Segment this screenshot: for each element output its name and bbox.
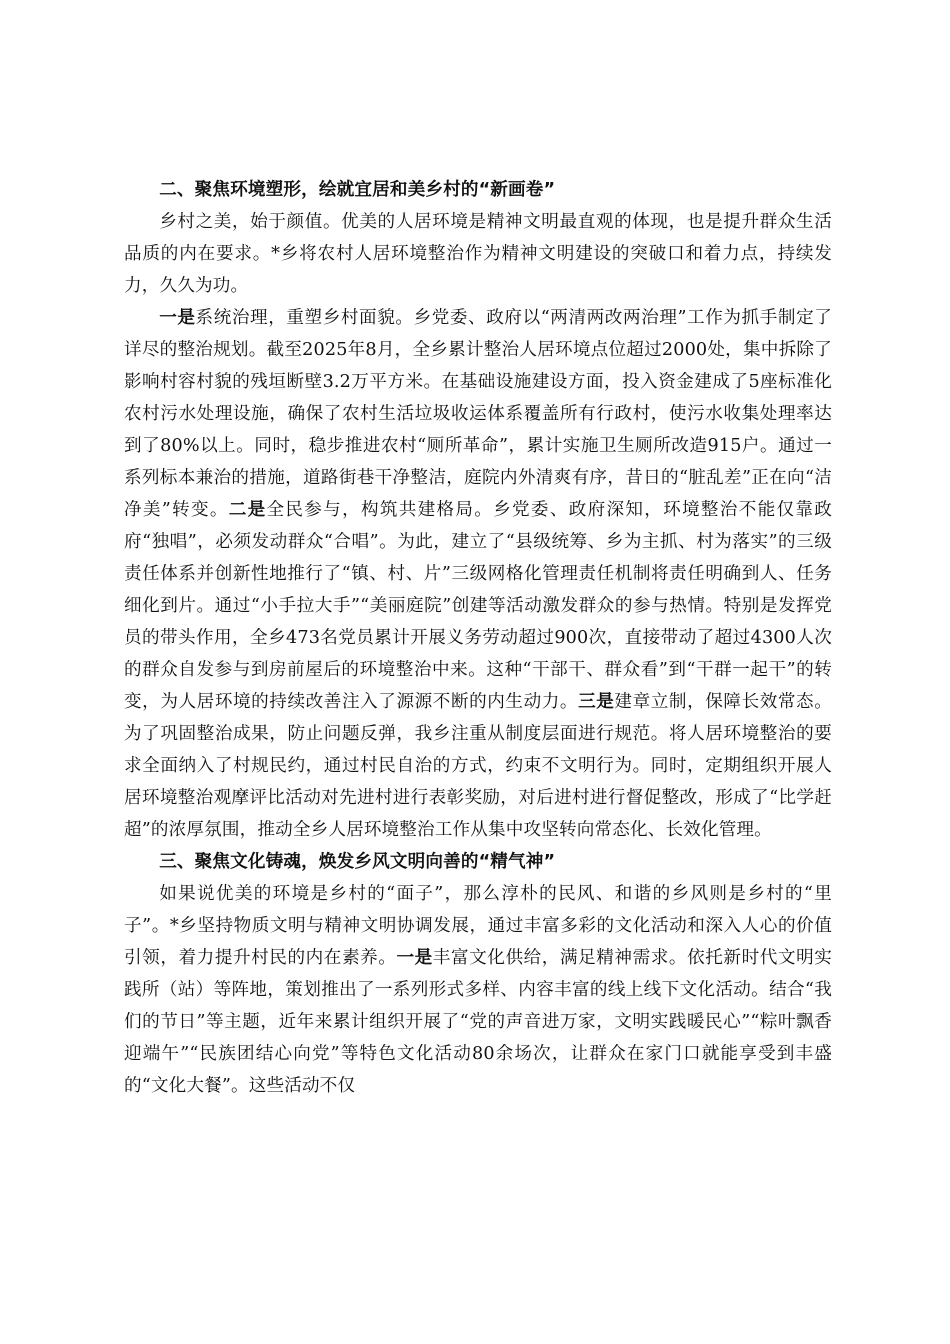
lead-phrase-3: 三是 xyxy=(578,692,615,712)
section-3-body-paragraph xyxy=(124,878,832,1102)
paragraph-text: 建章立制，保障长效常态。为了巩固整治成果，防止问题反弹，我乡注重从制度层面进行规范。将人居环境整治的要求全面纳入了村规民约，通过村民自治的方式，约束不文明行为。同时，定期组织开展人居环境整治观摩评比活动对先进村进行表彰奖励，对后进村进行督促整改，形成了“比学赶超”的浓厚氛围，推动全乡人居环境整治工作从集中攻坚转向常态化、长效化管理。 xyxy=(124,692,832,840)
paragraph-text: 丰富文化供给，满足精神需求。依托新时代文明实践所（站）等阵地，策划推出了一系列形式多样、内容丰富的线上线下文化活动。结合“我们的节日”等主题，近年来累计组织开展了“党的声音进万家，文明实践暖民心”“粽叶飘香迎端午”“民族团结心向党”等特色文化活动80余场次，让群众在家门口就能享受到丰盛的“文化大餐”。这些活动不仅 xyxy=(124,948,832,1096)
document-body xyxy=(124,174,832,1102)
lead-phrase-1: 一是 xyxy=(159,308,196,328)
paragraph-text: 全民参与，构筑共建格局。乡党委、政府深知，环境整治不能仅靠政府“独唱”，必须发动群众“合唱”。为此，建立了“县级统筹、乡为主抓、村为落实”的三级责任体系并创新性地推行了“镇、村、片”三级网格化管理责任机制将责任明确到人、任务细化到片。通过“小手拉大手”“美丽庭院”创建等活动激发群众的参与热情。特别是发挥党员的带头作用，全乡473名党员累计开展义务劳动超过900次，直接带动了超过4300人次的群众自发参与到房前屋后的环境整治中来。这种“干部干、群众看”到“干群一起干”的转变，为人居环境的持续改善注入了源源不断的内生动力。 xyxy=(124,500,832,712)
paragraph-text: 系统治理，重塑乡村面貌。乡党委、政府以“两清两改两治理”工作为抓手制定了详尽的整治规划。截至2025年8月，全乡累计整治人居环境点位超过2000处，集中拆除了影响村容村貌的残垣断壁3.2万平方米。在基础设施建设方面，投入资金建成了5座标准化农村污水处理设施，确保了农村生活垃圾收运体系覆盖所有行政村，使污水收集处理率达到了80%以上。同时，稳步推进农村“厕所革命”，累计实施卫生厕所改造915户。通过一系列标本兼治的措施，道路街巷干净整洁，庭院内外清爽有序，昔日的“脏乱差”正在向“洁净美”转变。 xyxy=(124,308,832,520)
section-2-heading: 二、聚焦环境塑形，绘就宜居和美乡村的“新画卷” xyxy=(159,180,556,200)
section-2-body-paragraph xyxy=(124,302,832,846)
section-3-heading: 三、聚焦文化铸魂，焕发乡风文明向善的“精气神” xyxy=(159,852,556,872)
paragraph-text: 如果说优美的环境是乡村的“面子”，那么淳朴的民风、和谐的乡风则是乡村的“里子”。*乡坚持物质文明与精神文明协调发展，通过丰富多彩的文化活动和深入人心的价值引领，着力提升村民的内在素养。 xyxy=(124,884,832,968)
lead-phrase-1: 一是 xyxy=(396,948,433,968)
lead-phrase-2: 二是 xyxy=(228,500,267,520)
section-2-intro-paragraph: 乡村之美，始于颜值。优美的人居环境是精神文明最直观的体现，也是提升群众生活品质的内在要求。*乡将农村人居环境整治作为精神文明建设的突破口和着力点，持续发力，久久为功。 xyxy=(124,212,832,296)
